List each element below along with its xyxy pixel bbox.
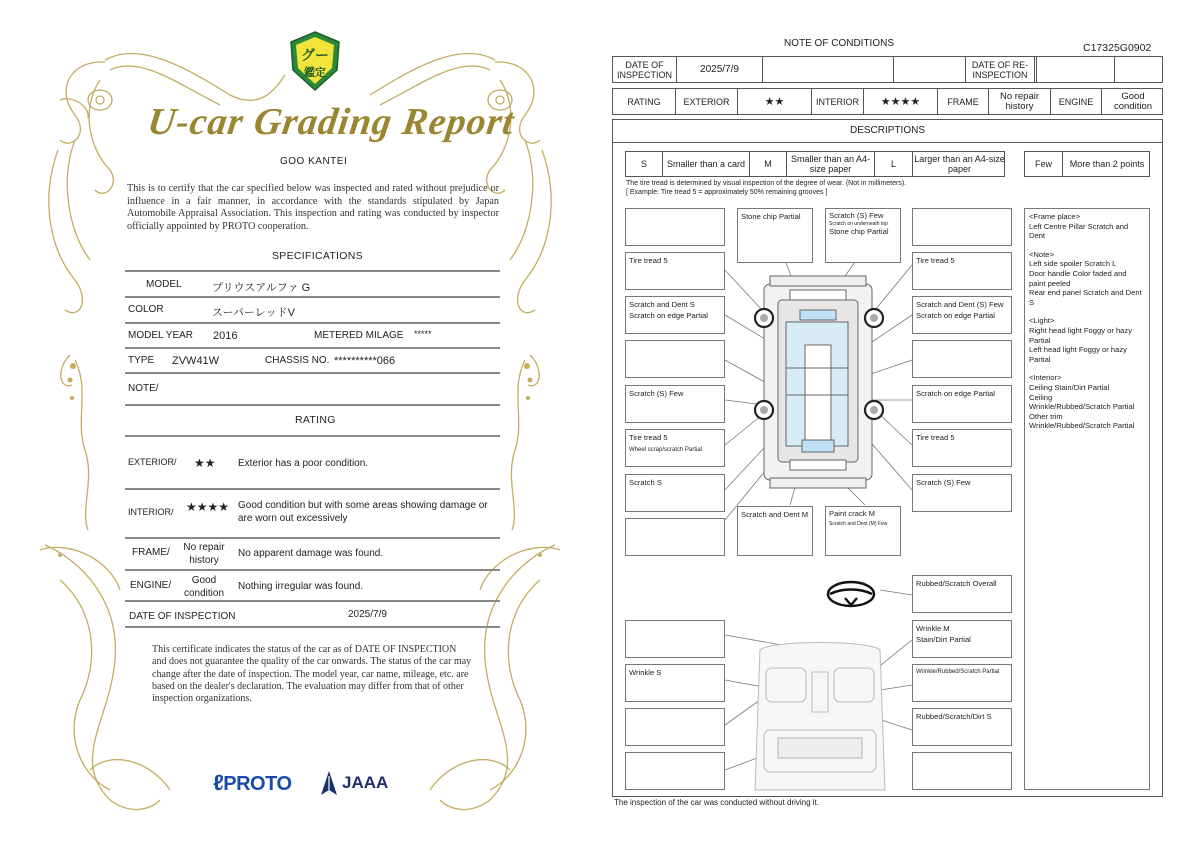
damage-box-bottom-center-left: Scratch and Dent M: [737, 506, 813, 556]
damage-box-right-tire-rear: Tire tread 5: [912, 429, 1012, 467]
date-of-inspection-value: 2025/7/9: [677, 57, 763, 82]
damage-box-top-center-right: Scratch (S) Few Scratch on underneath top Stone chip Partial: [825, 208, 901, 263]
tire-note: The tire tread is determined by visual inspection of the degree of wear. (Not in millimeters).: [626, 180, 907, 187]
interior-box-right-1: Wrinkle M Stain/Dirt Partial: [912, 620, 1012, 658]
engine-label: ENGINE/: [130, 580, 172, 591]
damage-box-left-tire-rear: Tire tread 5 Wheel scrap/scratch Partial: [625, 429, 725, 467]
interior-box-steering: Rubbed/Scratch Overall: [912, 575, 1012, 613]
chassis-value: **********066: [334, 355, 396, 367]
exterior-stars: ★★: [194, 456, 216, 470]
model-value: プリウスアルファ G: [212, 282, 311, 294]
color-label: COLOR: [128, 304, 164, 315]
condition-notes-panel: [1024, 208, 1150, 790]
legend-s-desc: Smaller than a card: [663, 152, 750, 176]
date-of-inspection-value: 2025/7/9: [348, 609, 387, 620]
interior-box-left-3: [625, 708, 725, 746]
frame-label: FRAME: [938, 89, 989, 114]
interior-stars: ★★★★: [186, 500, 230, 514]
certificate-disclaimer: This certificate indicates the status of the car as of DATE OF INSPECTION and does not guarantee the quality of the car onwards. The status of the car may change after the date of inspection. The model year, car name, mileage, etc. are based on the dealer's declaration. The evaluation may differ from that of other inspection organizations.: [152, 644, 472, 705]
engine-value: Good condition: [183, 575, 225, 599]
brand-name: GOO KANTEI: [280, 156, 348, 167]
damage-box-bottom-center-right: Paint crack M Scratch and Dent (M) Few: [825, 506, 901, 556]
mileage-value: *****: [414, 329, 432, 339]
interior-box-right-2: Wrinkle/Rubbed/Scratch Partial: [912, 664, 1012, 702]
interior-stars: ★★★★: [864, 89, 938, 114]
interior-box-left-2: Wrinkle S: [625, 664, 725, 702]
damage-box-left-tire-front: Tire tread 5: [625, 252, 725, 290]
damage-box-left-rear: Scratch S: [625, 474, 725, 512]
frame-label: FRAME/: [132, 547, 170, 558]
engine-value: Good condition: [1113, 90, 1153, 112]
interior-box-left-1: [625, 620, 725, 658]
type-label: TYPE: [128, 355, 155, 366]
chassis-label: CHASSIS NO.: [265, 355, 330, 366]
engine-label: ENGINE: [1051, 89, 1102, 114]
exterior-description: Exterior has a poor condition.: [238, 458, 369, 469]
interior-label: INTERIOR/: [128, 507, 174, 517]
damage-box-left-empty: [625, 340, 725, 378]
exterior-label: EXTERIOR/: [128, 457, 177, 467]
legend-m: M: [750, 152, 787, 176]
date-of-reinspection-label: DATE OF RE-INSPECTION: [966, 57, 1035, 82]
damage-box-right-front: Scratch and Dent (S) Few Scratch on edge Partial: [912, 296, 1012, 334]
date-of-inspection-label: DATE OF INSPECTION: [613, 57, 677, 82]
note-label: NOTE/: [128, 383, 159, 394]
interior-box-left-4: [625, 752, 725, 790]
rating-label: RATING: [613, 89, 676, 114]
legend-l-desc: Larger than an A4-size paper: [914, 154, 1005, 174]
descriptions-heading: DESCRIPTIONS: [612, 119, 1163, 143]
frame-value: No repair history: [183, 542, 225, 566]
note-general: <Note> Left side spoiler Scratch L Door handle Color faded and paint peeled Rear end panel Scratch and Dent S: [1029, 249, 1142, 307]
damage-box-right-top: [912, 208, 1012, 246]
legend-l: L: [875, 152, 913, 176]
tire-note-example: [ Example: Tire tread 5 = approximately 50% remaining grooves ]: [626, 189, 828, 196]
date-of-inspection-label: DATE OF INSPECTION: [129, 611, 236, 622]
legend-few-desc: More than 2 points: [1069, 159, 1145, 169]
svg-text:グー: グー: [301, 48, 329, 64]
model-year-label: MODEL YEAR: [128, 330, 194, 341]
conditions-title: NOTE OF CONDITIONS: [784, 38, 894, 49]
certification-statement: This is to certify that the car specified below was inspected and rated without prejudice or influence in a fair manner, in accordance with the standards stipulated by Japan Automobile Appraisal Association. This inspection and rating was conducted by inspector officially appointed by PROTO cooperation.: [127, 183, 499, 232]
damage-box-top-center-left: Stone chip Partial: [737, 208, 813, 263]
inspection-footer-note: The inspection of the car was conducted without driving it.: [614, 798, 819, 807]
damage-box-left-top: [625, 208, 725, 246]
rating-heading: RATING: [295, 414, 336, 426]
certificate-title: U-car Grading Report: [145, 101, 518, 143]
color-value: スーパーレッドV: [212, 307, 295, 319]
interior-box-right-3: Rubbed/Scratch/Dirt S: [912, 708, 1012, 746]
exterior-stars: ★★: [738, 89, 812, 114]
proto-logo: ℓPROTO: [213, 770, 292, 795]
interior-description: Good condition but with some areas showing damage or are worn out excessively: [238, 500, 488, 524]
legend-few: Few: [1025, 152, 1063, 176]
note-frame-place: <Frame place> Left Centre Pillar Scratch and Dent: [1029, 212, 1129, 241]
damage-box-left-front: Scratch and Dent S Scratch on edge Partial: [625, 296, 725, 334]
note-light: <Light> Right head light Foggy or hazy Partial Left head light Foggy or hazy Partial: [1029, 316, 1132, 364]
damage-box-left-mid: Scratch (S) Few: [625, 385, 725, 423]
legend-s: S: [626, 152, 663, 176]
svg-text:鑑定: 鑑定: [304, 66, 326, 79]
interior-label: INTERIOR: [812, 89, 864, 114]
model-year-value: 2016: [213, 330, 238, 342]
frame-value: No repair history: [989, 89, 1051, 114]
exterior-label: EXTERIOR: [676, 89, 738, 114]
damage-box-right-empty: [912, 340, 1012, 378]
interior-box-right-4: [912, 752, 1012, 790]
specifications-heading: SPECIFICATIONS: [272, 250, 363, 262]
legend-m-desc: Smaller than an A4-size paper: [787, 152, 875, 176]
type-value: ZVW41W: [172, 355, 220, 367]
mileage-label: METERED MILAGE: [314, 330, 404, 341]
damage-box-right-mid: Scratch on edge Partial: [912, 385, 1012, 423]
report-code: C17325G0902: [1083, 42, 1152, 54]
engine-description: Nothing irregular was found.: [238, 581, 364, 592]
frame-description: No apparent damage was found.: [238, 548, 384, 559]
damage-box-left-bottom: [625, 518, 725, 556]
damage-box-right-tire-front: Tire tread 5: [912, 252, 1012, 290]
jaaa-logo: JAAA: [342, 773, 389, 792]
note-interior: <Interior> Ceiling Stain/Dirt Partial Ceiling Wrinkle/Rubbed/Scratch Partial Other trim Wrinkle/Rubbed/Scratch Partial: [1029, 373, 1135, 431]
model-label: MODEL: [146, 279, 182, 290]
damage-box-right-rear: Scratch (S) Few: [912, 474, 1012, 512]
